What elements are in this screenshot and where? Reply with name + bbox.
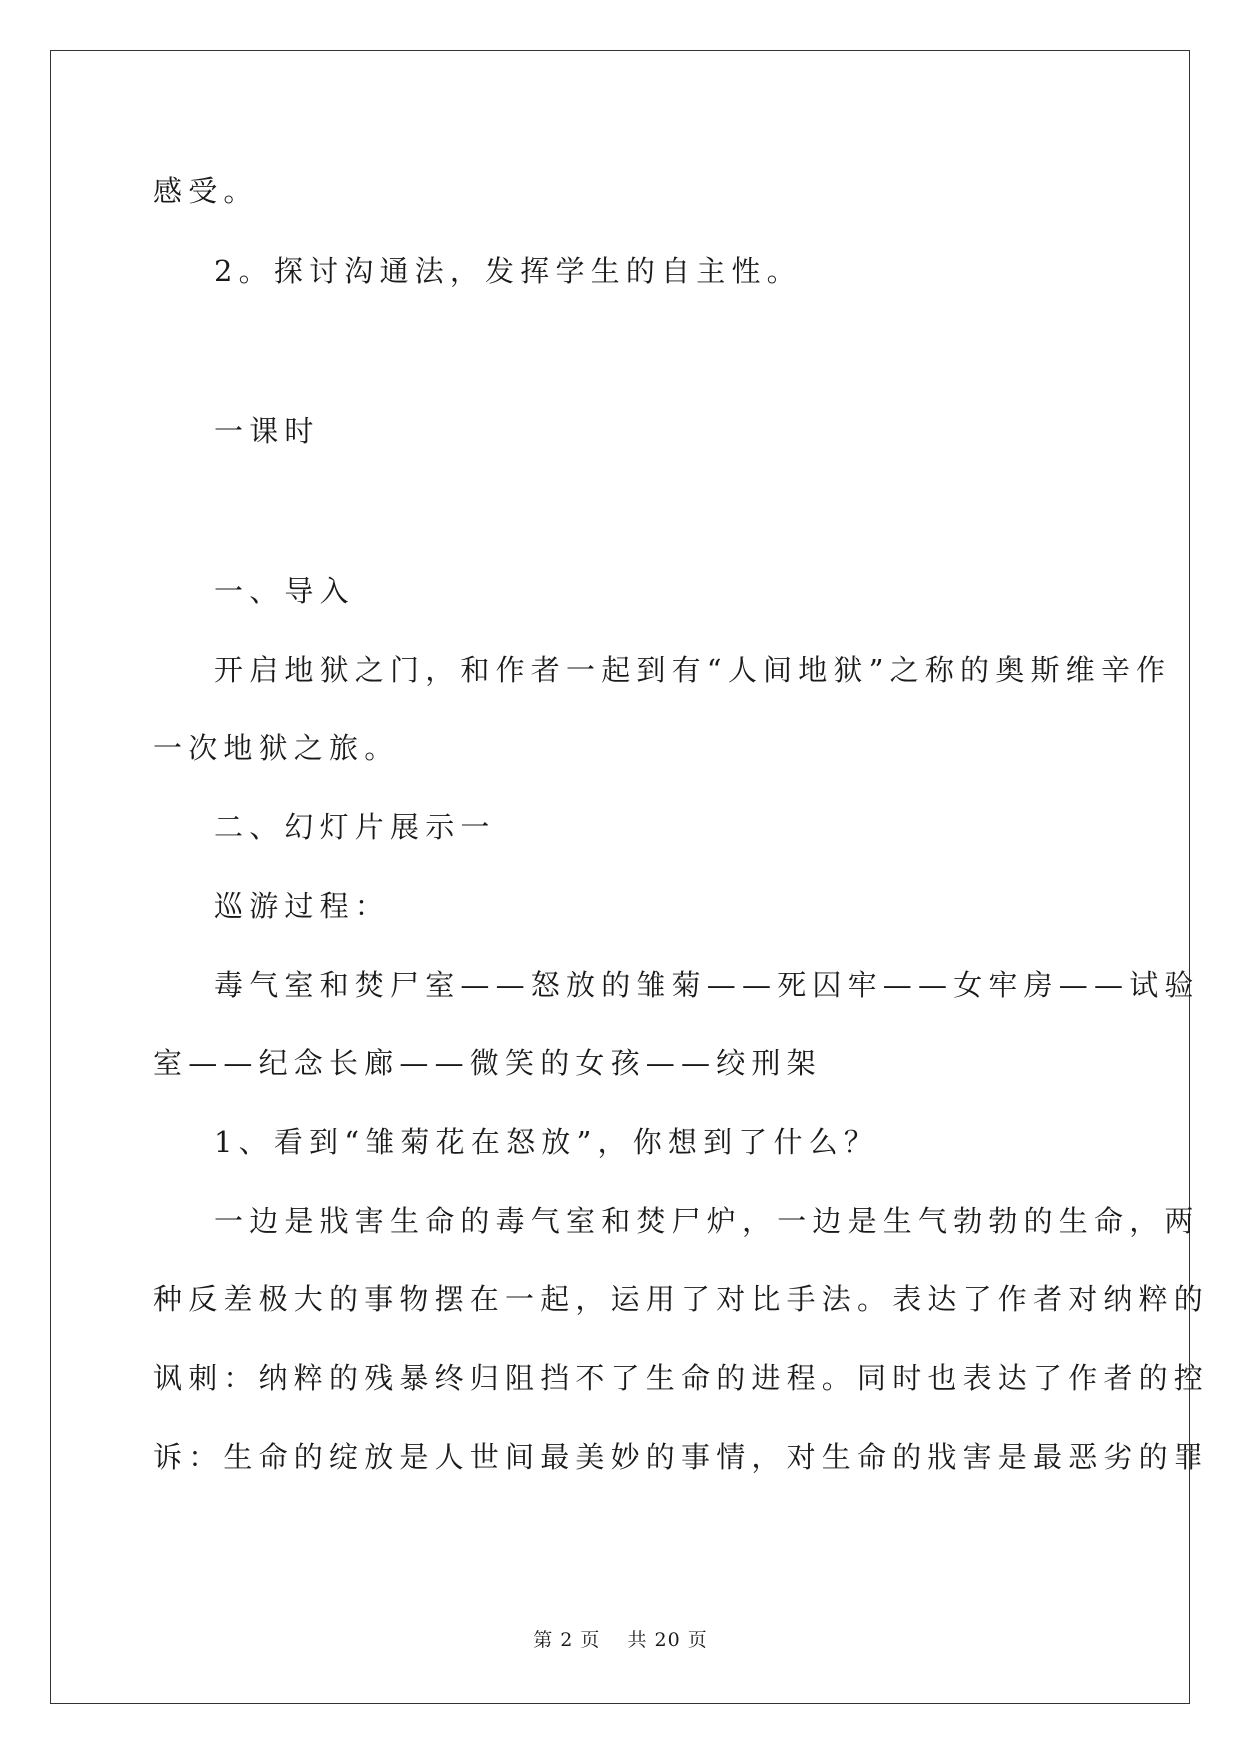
paragraph-line: 一次地狱之旅。 <box>153 731 400 765</box>
paragraph-line: 诉：生命的绽放是人世间最美妙的事情，对生命的戕害是最恶劣的罪 <box>153 1440 1210 1474</box>
paragraph-line: 讽刺：纳粹的残暴终归阻挡不了生命的进程。同时也表达了作者的控 <box>153 1361 1210 1395</box>
page-number: 第 2 页 <box>533 1629 601 1651</box>
paragraph-line: 种反差极大的事物摆在一起，运用了对比手法。表达了作者对纳粹的 <box>153 1282 1210 1316</box>
section-heading: 一、导入 <box>214 574 355 608</box>
page-footer <box>0 1625 1241 1652</box>
section-heading: 二、幻灯片展示一 <box>214 810 496 844</box>
page-total: 共 20 页 <box>627 1629 708 1651</box>
paragraph-line: 巡游过程： <box>214 889 391 923</box>
paragraph-line: 感受。 <box>153 174 259 208</box>
section-heading: 一课时 <box>214 414 320 448</box>
paragraph-line: 一边是戕害生命的毒气室和焚尸炉，一边是生气勃勃的生命，两 <box>214 1204 1200 1238</box>
paragraph-line: 毒气室和焚尸室——怒放的雏菊——死囚牢——女牢房——试验 <box>214 968 1200 1002</box>
question-line: 1、看到“雏菊花在怒放”，你想到了什么？ <box>214 1125 880 1159</box>
paragraph-line: 开启地狱之门，和作者一起到有“人间地狱”之称的奥斯维辛作 <box>214 653 1172 687</box>
paragraph-line: 2。探讨沟通法，发挥学生的自主性。 <box>214 254 802 288</box>
paragraph-line: 室——纪念长廊——微笑的女孩——绞刑架 <box>153 1046 822 1080</box>
